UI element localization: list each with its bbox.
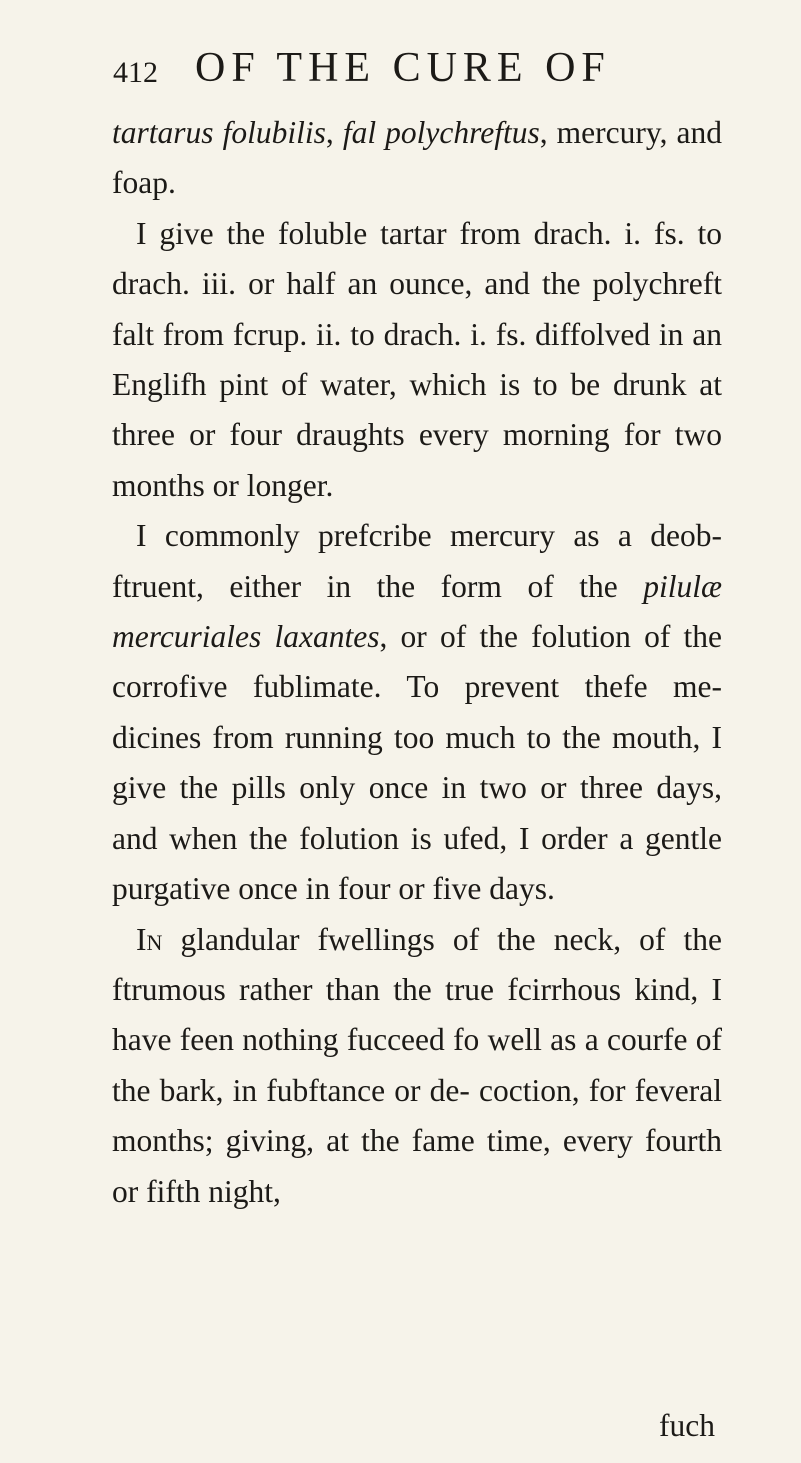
paragraph-4	[112, 915, 722, 1217]
paragraph-3	[112, 511, 722, 914]
catchword: fuch	[659, 1408, 715, 1443]
paragraph-2	[112, 209, 722, 511]
text-run: fal polychreftus	[342, 115, 540, 150]
text-run: glandular fwellings of the neck, of the ftrumous rather than the true fcirrhous kind, I have feen nothing fucceed fo well as a courfe of the bark, in fubftance or de- coction, for feveral months; giving, at the fame time, every fourth or fifth night,	[112, 921, 722, 1209]
text-run: tartarus folubilis	[112, 115, 326, 150]
text-run: I give the foluble tartar from drach. i. fs. to drach. iii. or half an ounce, and the polychreft falt from fcrup. ii. to drach. i. fs. diffolved in an Englifh pint of water, which is to be drunk at three or four draughts every morning for two months or longer.	[112, 215, 722, 503]
text-run: , mercury, and foap.	[112, 115, 722, 201]
paragraph-1	[112, 108, 722, 209]
page-number: 412	[113, 56, 158, 89]
text-run: ,	[325, 115, 343, 150]
body-text	[112, 108, 722, 1217]
text-run: I commonly prefcribe mercury as a deob- ftruent, either in the form of the	[112, 518, 722, 604]
running-title: OF THE CURE OF	[195, 45, 611, 91]
text-run: , or of the folution of the corrofive fublimate. To prevent thefe me- dicines from running too much to the mouth, I give the pills only once in two or three days, and when the folution is ufed, I order a gentle purgative once in four or five days.	[112, 619, 722, 907]
running-head	[113, 44, 713, 96]
text-run: pilulæ mercuriales laxantes	[112, 568, 722, 655]
drop-word: In	[136, 921, 163, 957]
